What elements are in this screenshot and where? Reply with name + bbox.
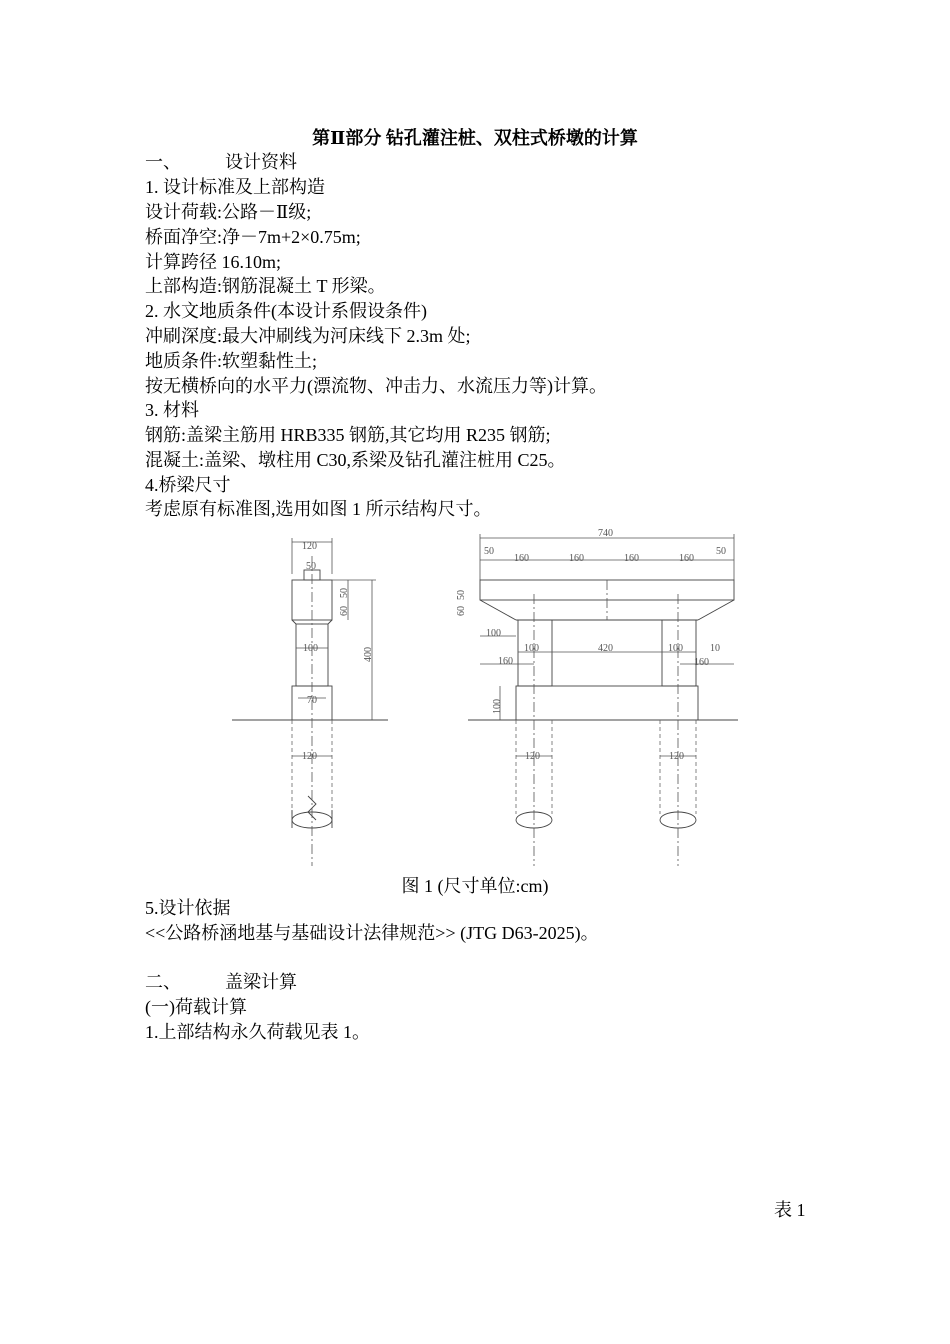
page-title: 第Ⅱ部分 钻孔灌注桩、双柱式桥墩的计算 [312,128,638,148]
dim-label: 160 [679,553,694,564]
paragraph-line: 4.桥梁尺寸 [145,475,231,495]
paragraph-line: 地质条件:软塑黏性土; [145,351,318,371]
paragraph-line: 设计荷载:公路－Ⅱ级; [145,202,312,222]
dim-label: 100 [486,628,501,639]
paragraph-line: 1. 设计标准及上部构造 [145,177,325,197]
front-view [456,528,738,866]
dim-label: 60 [456,606,467,616]
dim-label: 70 [307,695,317,706]
paragraph-line: 冲刷深度:最大冲刷线为河床线下 2.3m 处; [145,326,471,346]
dim-label: 160 [694,657,709,668]
dim-label: 400 [363,647,374,662]
dim-label: 120 [669,751,684,762]
paragraph-line: (一)荷载计算 [145,997,247,1017]
paragraph-line: 5.设计依据 [145,898,231,918]
dim-label: 50 [339,588,350,598]
dim-label: 120 [525,751,540,762]
dim-label: 160 [498,656,513,667]
dim-label: 120 [302,751,317,762]
dim-label: 50 [484,546,494,557]
paragraph-line: 钢筋:盖梁主筋用 HRB335 钢筋,其它均用 R235 钢筋; [145,425,551,445]
paragraph-line: 桥面净空:净－7m+2×0.75m; [145,227,361,247]
paragraph-line: 3. 材料 [145,400,199,420]
dim-label: 50 [716,546,726,557]
section-title: 盖梁计算 [225,972,297,992]
side-view [232,538,388,866]
paragraph-line: 考虑原有标准图,选用如图 1 所示结构尺寸。 [145,499,492,519]
section-heading-1 [145,150,297,174]
dim-label: 100 [668,643,683,654]
dim-label: 100 [524,643,539,654]
dim-label: 50 [456,590,467,600]
dim-label: 60 [339,606,350,616]
dim-label: 420 [598,643,613,654]
dim-label: 50 [306,561,316,572]
paragraph-line: <<公路桥涵地基与基础设计法律规范>> (JTG D63-2025)。 [145,923,599,943]
paragraph-line: 2. 水文地质条件(本设计系假设条件) [145,301,427,321]
section-number: 一、 [145,152,181,172]
dim-label: 100 [492,699,503,714]
paragraph-line: 上部构造:钢筋混凝土 T 形梁。 [145,276,386,296]
section-title: 设计资料 [225,152,297,172]
section-number: 二、 [145,972,181,992]
dim-label: 10 [710,643,720,654]
paragraph-line: 混凝土:盖梁、墩柱用 C30,系梁及钻孔灌注桩用 C25。 [145,450,566,470]
dim-label: 740 [598,528,613,539]
dim-label: 160 [569,553,584,564]
paragraph-line: 按无横桥向的水平力(漂流物、冲击力、水流压力等)计算。 [145,376,607,396]
figure-caption: 图 1 (尺寸单位:cm) [401,876,549,896]
section-heading-2 [145,970,297,994]
dim-label: 100 [303,643,318,654]
pier-structure-diagram [228,524,738,870]
dim-label: 160 [624,553,639,564]
paragraph-line: 1.上部结构永久荷载见表 1。 [145,1022,370,1042]
paragraph-line: 计算跨径 16.10m; [145,252,282,272]
table-label: 表 1 [774,1200,806,1220]
dim-label: 120 [302,541,317,552]
dim-label: 160 [514,553,529,564]
